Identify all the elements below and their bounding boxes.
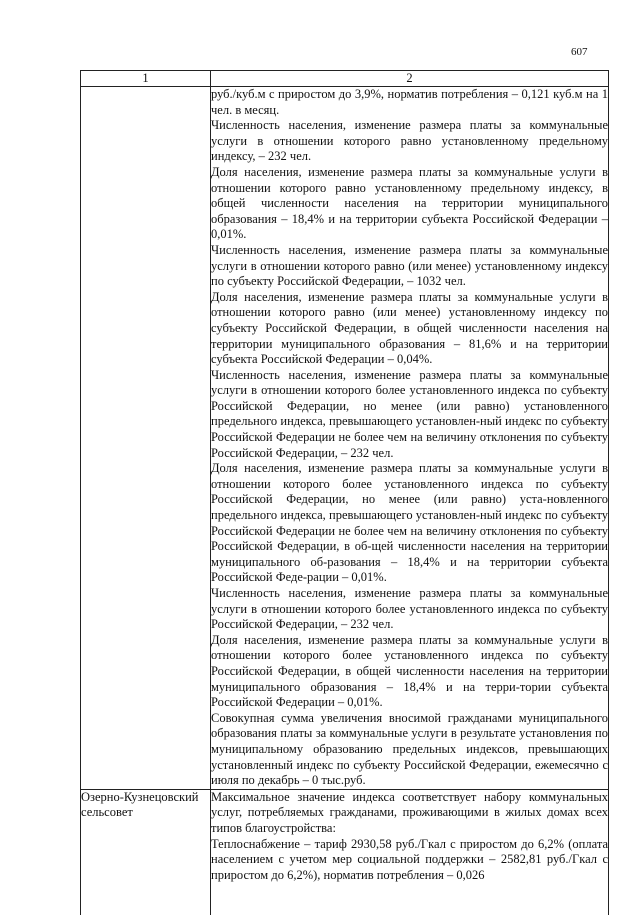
page-number: 607 [571, 46, 588, 58]
paragraph-share-within-deviation: Доля населения, изменение размера платы за коммунальные услуги в отношении которого более установленного индекса по субъекту Российской Федерации, но менее (или равно) уста-новленного предельного индекса, превышающего установлен-ный индекс по субъекту Российской Федерации не более чем на величину отклонения по субъекту Российской Федерации, в об-щей численности населения на территории муниципального об-разования – 18,4% и на территории субъекта Российской Феде-рации – 0,01%. [211, 461, 608, 585]
paragraph-heat-supply: Теплоснабжение – тариф 2930,58 руб./Гкал с приростом до 6,2% (оплата населением с учетом мер социальной поддержки – 2582,81 руб./Гкал с приростом до 6,2%), норматив потребления – 0,026 [211, 836, 608, 882]
table-row [81, 87, 609, 790]
paragraph-population-below-index: Численность населения, изменение размера платы за коммунальные услуги в отношении которого равно (или менее) установленному индексу по субъекту Российской Федерации, – 1032 чел. [211, 242, 608, 289]
paragraph-population-within-deviation: Численность населения, изменение размера платы за коммунальные услуги в отношении которого более установленного индекса по субъекту Российской Федерации, но менее (или равно) установленного предельного индекса, превышающего установлен-ный индекс по субъекту Российской Федерации не более чем на величину отклонения по субъекту Российской Федерации, – 232 чел. [211, 367, 608, 460]
paragraph-share-above-index: Доля населения, изменение размера платы за коммунальные услуги в отношении которого более установленного индекса по субъекту Российской Федерации, в общей численности населения на территории муниципального образования – 18,4% и на терри-тории субъекта Российской Федерации – 0,01%. [211, 632, 608, 710]
paragraph-max-index: Максимальное значение индекса соответствует набору коммунальных услуг, потребляемых гражданами, проживающими в жилых домах всех типов благоустройства: [211, 789, 608, 835]
table-header-row [81, 71, 609, 87]
description-cell [211, 87, 609, 790]
column-header-1: 1 [81, 71, 211, 87]
table-row [81, 789, 609, 915]
municipality-cell: Озерно-Кузнецовский сельсовет [81, 789, 211, 915]
paragraph-population-above-index: Численность населения, изменение размера платы за коммунальные услуги в отношении которого более установленного индекса по субъекту Российской Федерации, – 232 чел. [211, 586, 608, 632]
column-header-2: 2 [211, 71, 609, 87]
municipality-cell [81, 87, 211, 790]
paragraph-share-below-index: Доля населения, изменение размера платы за коммунальные услуги в отношении которого равно (или менее) установленному индексу по субъекту Российской Федерации, в общей численности населения на территории муниципального образования – 81,6% и на территории субъекта Российской Федерации – 0,04%. [211, 289, 608, 367]
paragraph-share-equal-limit: Доля населения, изменение размера платы за коммунальные услуги в отношении которого равно установленному предельному индексу, в общей численности населения на территории муниципального образования – 18,4% и на территории субъекта Российской Федерации – 0,01%. [211, 164, 608, 242]
paragraph-tariff-continuation: руб./куб.м с приростом до 3,9%, норматив потребления – 0,121 куб.м на 1 чел. в месяц. [211, 87, 608, 117]
description-cell [211, 789, 609, 915]
paragraph-population-equal-limit: Численность населения, изменение размера платы за коммунальные услуги в отношении которого равно установленному предельному индексу, – 232 чел. [211, 118, 608, 164]
paragraph-total-increase: Совокупная сумма увеличения вносимой гражданами муниципального образования платы за коммунальные услуги в результате установления по муниципальному образованию предельных индексов, превышающих установленный индекс по субъекту Российской Федерации, ежемесячно с июля по декабрь – 0 тыс.руб. [211, 710, 608, 788]
document-table [80, 70, 609, 915]
